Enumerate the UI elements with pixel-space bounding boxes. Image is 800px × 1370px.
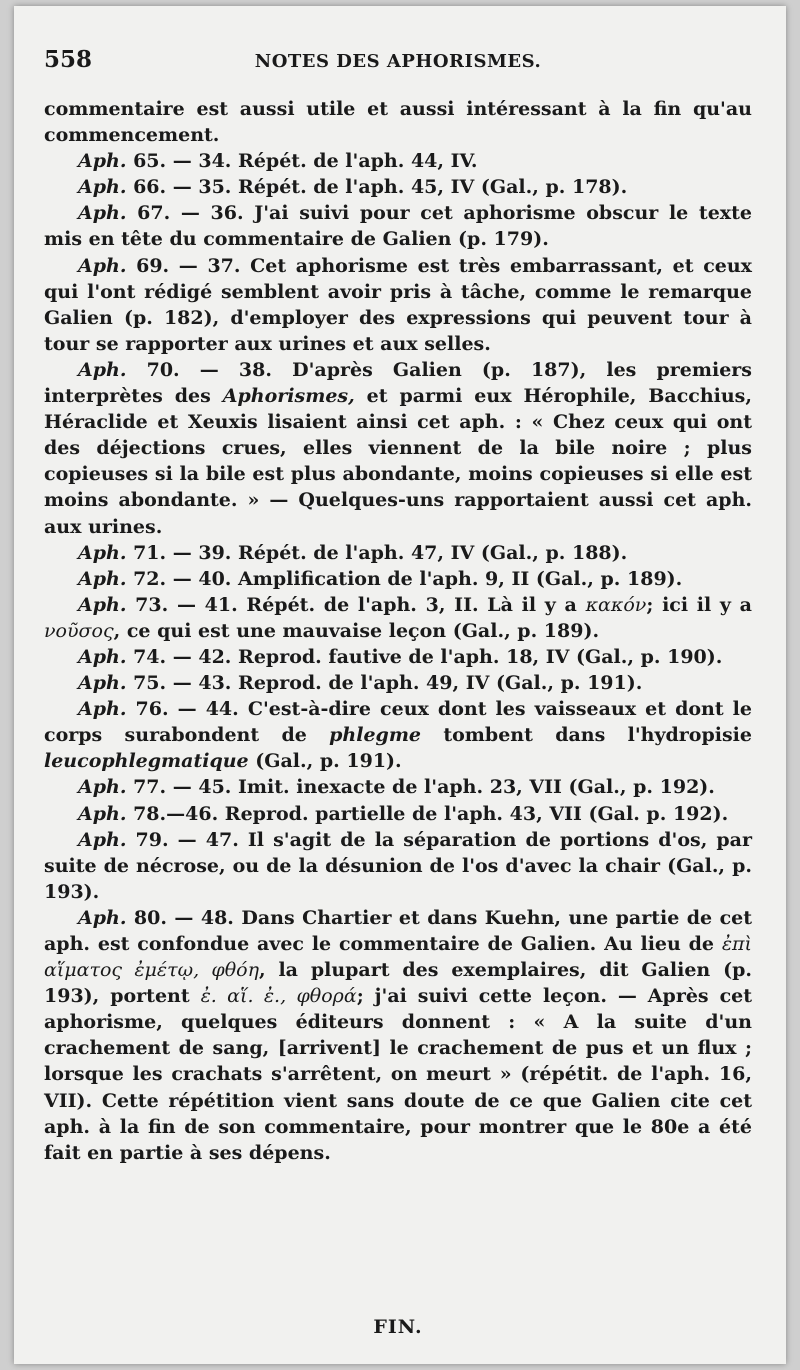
note-70: Aph. 70. — 38. D'après Galien (p. 187), les premiers interprètes des Aphorismes, et parmi eux Hérophile, Bacchius, Héraclide et Xeuxis lisaient ainsi cet aph. : « Chez ceux qui ont des déjections crues, elles viennent de la bile noire ; plus copieuses si la bile est plus abondante, moins copieuses si elle est moins abondante. » — Quelques-uns rapportaient aussi cet aph. aux urines.	[44, 358, 752, 538]
note-66: Aph. 66. — 35. Répét. de l'aph. 45, IV (Gal., p. 178).	[78, 176, 628, 199]
note-80: Aph. 80. — 48. Dans Chartier et dans Kuehn, une partie de cet aph. est confondue avec le commentaire de Galien. Au lieu de ἐπὶ αἵματος ἐμέτῳ, φθόη, la plupart des exemplaires, dit Galien (p. 193), portent ἐ. αἵ. ἐ., φθορά; j'ai suivi cette leçon. — Après cet aphorisme, quelques éditeurs donnent : « A la suite d'un crachement de sang, [arrivent] le crachement de pus et un flux ; lorsque les crachats s'arrêtent, on meurt » (répétit. de l'aph. 16, VII). Cette répétition vient sans doute de ce que Galien cite cet aph. à la fin de son commentaire, pour montrer que le 80e a été fait en partie à ses dépens.	[44, 906, 753, 1164]
page-header	[44, 46, 752, 96]
note-76: Aph. 76. — 44. C'est-à-dire ceux dont les vaisseaux et dont le corps surabondent de phlegme tombent dans l'hydropisie leucophlegmatique (Gal., p. 191).	[44, 698, 752, 773]
note-73: Aph. 73. — 41. Répét. de l'aph. 3, II. Là il y a κακόν; ici il y a νοῦσος, ce qui est une mauvaise leçon (Gal., p. 189).	[44, 593, 752, 642]
paragraph: commentaire est aussi utile et aussi intéressant à la fin qu'au commencement.	[44, 98, 752, 147]
note-79: Aph. 79. — 47. Il s'agit de la séparation de portions d'os, par suite de nécrose, ou de la désunion de l'os d'avec la chair (Gal., p. 193).	[44, 828, 752, 903]
note-74: Aph. 74. — 42. Reprod. fautive de l'aph. 18, IV (Gal., p. 190).	[78, 645, 723, 668]
fin-label: FIN.	[373, 1315, 423, 1338]
note-78: Aph. 78.—46. Reprod. partielle de l'aph. 43, VII (Gal. p. 192).	[78, 802, 729, 825]
page-number: 558	[44, 46, 93, 73]
notes-body	[44, 96, 752, 1166]
note-72: Aph. 72. — 40. Amplification de l'aph. 9, II (Gal., p. 189).	[78, 567, 683, 590]
note-69: Aph. 69. — 37. Cet aphorisme est très embarrassant, et ceux qui l'ont rédigé semblent avoir pris à tâche, comme le remarque Galien (p. 182), d'employer des expressions qui peuvent tour à tour se rapporter aux urines et aux selles.	[44, 254, 752, 355]
note-67: Aph. 67. — 36. J'ai suivi pour cet aphorisme obscur le texte mis en tête du commentaire de Galien (p. 179).	[44, 202, 752, 251]
note-65: Aph. 65. — 34. Répét. de l'aph. 44, IV.	[78, 150, 478, 173]
running-title: NOTES DES APHORISMES.	[254, 51, 542, 72]
note-71: Aph. 71. — 39. Répét. de l'aph. 47, IV (Gal., p. 188).	[78, 541, 628, 564]
note-77: Aph. 77. — 45. Imit. inexacte de l'aph. 23, VII (Gal., p. 192).	[78, 776, 715, 799]
book-page	[14, 6, 786, 1364]
note-75: Aph. 75. — 43. Reprod. de l'aph. 49, IV (Gal., p. 191).	[78, 672, 643, 695]
